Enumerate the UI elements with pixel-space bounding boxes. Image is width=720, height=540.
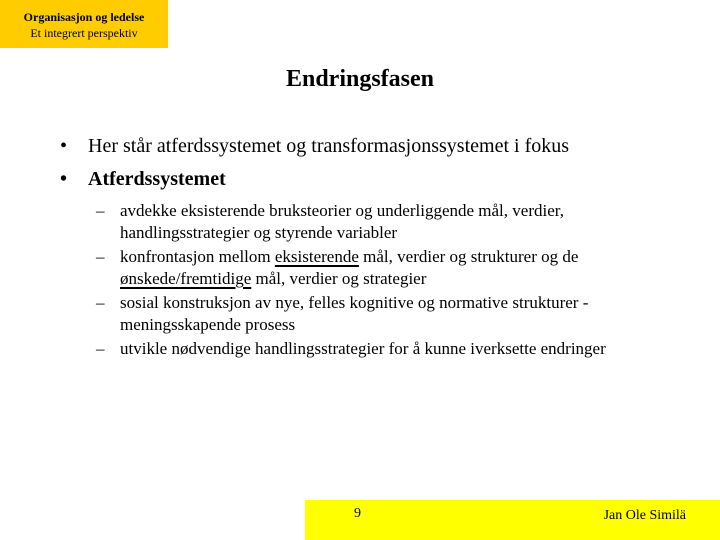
header-brand-box <box>0 0 168 48</box>
text-part: mål, verdier og strategier <box>251 269 427 288</box>
dash-icon: – <box>96 201 105 220</box>
underlined-text: eksisterende <box>274 247 359 266</box>
text-part: konfrontasjon mellom <box>120 247 275 266</box>
sub-bullet-item <box>96 292 674 336</box>
bullet-item <box>54 167 674 192</box>
bullet-text: Atferdssystemet <box>88 168 226 190</box>
sub-bullet-list <box>96 200 674 360</box>
sub-bullet-item <box>96 338 674 360</box>
page-number: 9 <box>354 506 361 521</box>
course-subtitle: Et integrert perspektiv <box>30 26 138 40</box>
dash-icon: – <box>96 247 105 266</box>
sub-bullet-text: sosial konstruksjon av nye, felles kognitive og normative strukturer - meningsskapende prosess <box>120 293 589 334</box>
underlined-text: ønskede/fremtidige <box>120 269 252 288</box>
sub-bullet-text: avdekke eksisterende bruksteorier og underliggende mål, verdier, handlingsstrategier og styrende variabler <box>120 201 564 242</box>
bullet-text: Her står atferdssystemet og transformasjonssystemet i fokus <box>88 135 570 157</box>
bullet-item <box>54 134 674 159</box>
bullet-icon: • <box>60 168 68 190</box>
dash-icon: – <box>96 293 105 312</box>
sub-bullet-text <box>120 247 578 288</box>
sub-bullet-item <box>96 246 674 290</box>
text-part: mål, verdier og strukturer og de <box>358 247 579 266</box>
sub-bullet-item <box>96 200 674 244</box>
course-title: Organisasjon og ledelse <box>23 10 145 24</box>
bullet-icon: • <box>60 135 68 157</box>
author-name: Jan Ole Similä <box>603 508 686 523</box>
sub-bullet-text: utvikle nødvendige handlingsstrategier for å kunne iverksette endringer <box>120 339 606 358</box>
slide-title: Endringsfasen <box>285 66 435 92</box>
bullet-list <box>54 134 674 362</box>
dash-icon: – <box>96 339 105 358</box>
